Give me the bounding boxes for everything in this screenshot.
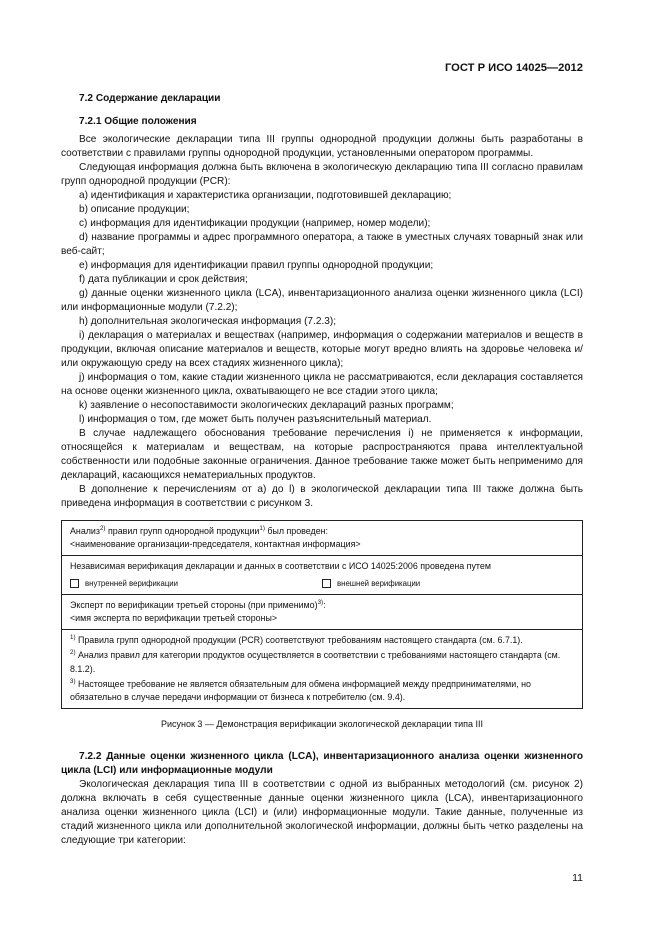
organization-placeholder: <наименование организации-председателя, контактная информация> (70, 539, 361, 550)
list-item-f: f) дата публикации и срок действия; (79, 274, 248, 285)
section-title: 7.2 Содержание декларации (79, 93, 221, 104)
checkbox-icon[interactable] (322, 579, 331, 588)
page-content (61, 92, 583, 848)
expert-placeholder: <имя эксперта по верификации третьей стороны> (70, 613, 278, 624)
document-code: ГОСТ Р ИСО 14025—2012 (444, 62, 583, 74)
list-item-b: b) описание продукции; (79, 204, 190, 215)
list-item-i: i) декларация о материалах и веществах (например, информация о содержании материалов и веществ в продукции, включая описание материалов и веществ, которые могут вредно влиять на здоровье человека и/или окружающую среду на всех стадиях жизненного цикла); (61, 330, 583, 369)
footnote-1: $^{1)}$ Правила групп однородной продукции (PCR) соответствуют требованиям настоящего стандарта (см. 6.7.1). (70, 634, 523, 646)
list-item-c: c) информация для идентификации продукции (например, номер модели); (79, 218, 431, 229)
list-item-l: l) информация о том, где может быть получен разъяснительный материал. (79, 414, 432, 425)
subsection-title: 7.2.1 Общие положения (79, 116, 197, 127)
page-number: 11 (572, 872, 583, 884)
external-verification-option[interactable]: внешней верификации (322, 577, 574, 590)
list-item-g: g) данные оценки жизненного цикла (LCA), инвентаризационного анализа оценки жизненного цикла (LCI) или информационные модули (7.2.2); (61, 288, 583, 313)
analysis-row (62, 521, 582, 556)
checkbox-icon[interactable] (70, 579, 79, 588)
verification-options (70, 577, 574, 590)
list-item-a: a) идентификация и характеристика организации, подготовившей декларацию; (79, 190, 452, 201)
paragraph: В случае надлежащего обоснования требование перечисления i) не применяется к информации, относящейся к материалам и веществам, на которые распространяются права интеллектуальной собственности или подобные законные ограничения. Данное требование также может быть неприменимо для деклараций, касающихся нематериальных продуктов. (61, 428, 583, 481)
footnotes (62, 630, 582, 708)
paragraph: В дополнение к перечислениям от а) до l) в экологической декларации типа III также должна быть приведена информация в соответствии с рисунком 3. (61, 484, 583, 509)
paragraph: Экологическая декларация типа III в соответствии с одной из выбранных методологий (см. рисунок 2) должна включать в себя существенные данные оценки жизненного цикла (LCA), инвентаризационного анализа оценки жизненного цикла (LCI) и (или) информационные модули. Такие данные, полученные из стадий жизненного цикла или дополнительной экологической информации, должны быть четко разделены на следующие три категории: (61, 779, 583, 847)
subsection-title-2: 7.2.2 Данные оценки жизненного цикла (LCA), инвентаризационного анализа оценки жизненного цикла (LCI) или информационные модули (61, 751, 583, 777)
footnote-2: $^{2)}$ Анализ правил для категории продуктов осуществляется в соответствии с требованиями настоящего стандарта (см. 8.1.2). (70, 649, 561, 674)
paragraph: Следующая информация должна быть включена в экологическую декларацию типа III согласно правилам групп однородной продукции (PCR): (61, 162, 583, 187)
figure-3-table (61, 520, 583, 709)
list-item-k: k) заявление о несопоставимости экологических деклараций разных программ; (79, 400, 454, 411)
list-item-h: h) дополнительная экологическая информация (7.2.3); (79, 316, 337, 327)
list-item-e: e) информация для идентификации правил группы однородной продукции; (79, 260, 434, 271)
list-item-j: j) информация о том, какие стадии жизненного цикла не рассматриваются, если декларация составляется на основе оценки жизненного цикла, охватывающего не все стадии этого цикла; (61, 372, 583, 397)
footnote-3: $^{3)}$ Настоящее требование не является обязательным для обмена информацией между предпринимателями, но обязательно в случае передачи информации от бизнеса к потребителю (см. 9.4). (70, 677, 531, 703)
analysis-line: Анализ$^{2)}$ правил групп однородной продукции$^{1)}$ был проведен: (70, 525, 328, 536)
list-item-d: d) название программы и адрес программного оператора, а также в уместных случаях товарный знак или веб-сайт; (61, 232, 583, 257)
figure-caption: Рисунок 3 — Демонстрация верификации экологической декларации типа III (160, 719, 484, 730)
paragraph: Все экологические декларации типа III группы однородной продукции должны быть разработаны в соответствии с правилами группы однородной продукции, установленными оператором программы. (61, 134, 583, 159)
verification-text: Независимая верификация декларации и данных в соответствии с ИСО 14025:2006 проведена путем (70, 561, 491, 572)
expert-row (62, 595, 582, 630)
expert-line: Эксперт по верификации третьей стороны (при применимо)$^{3)}$: (70, 598, 326, 610)
internal-verification-option[interactable]: внутренней верификации (70, 577, 322, 590)
verification-row (62, 556, 582, 594)
